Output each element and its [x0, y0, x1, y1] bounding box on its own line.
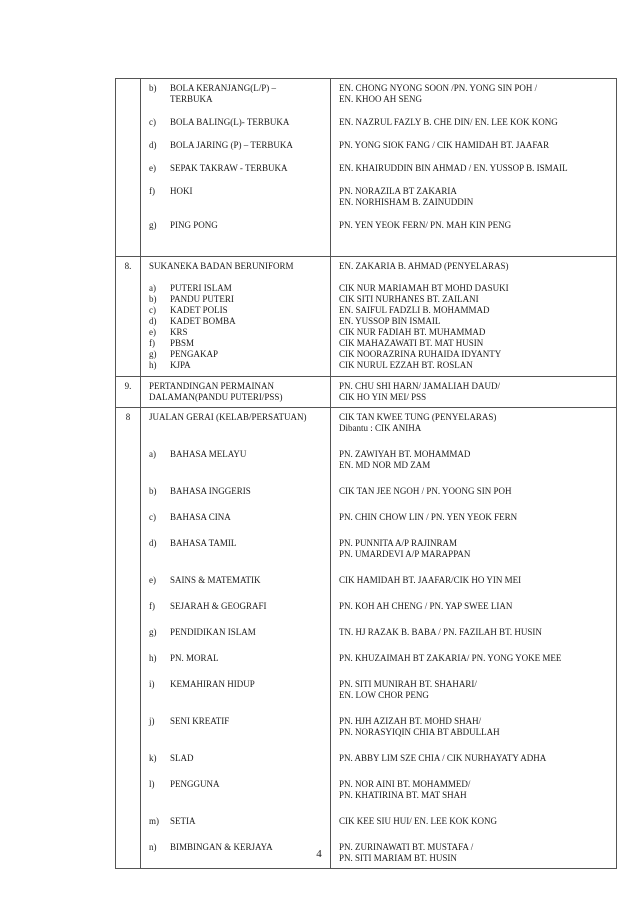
spacer-line: [170, 727, 324, 738]
list-item: [149, 753, 324, 764]
activity-label: [170, 117, 324, 128]
spacer-line: [170, 549, 324, 560]
activity-line: SEJARAH & GEOGRAFI: [170, 601, 267, 611]
teacher-name: PN. UMARDEVI A/P MARAPPAN: [339, 549, 471, 559]
teacher-name: CIK NUR MARIAMAH BT MOHD DASUKI: [339, 283, 509, 293]
activity-label: KJPA: [170, 360, 191, 370]
teacher-name: EN. YUSSOP BIN ISMAIL: [339, 316, 441, 326]
teacher-names: [339, 186, 610, 208]
teacher-name: EN. NORHISHAM B. ZAINUDDIN: [339, 197, 474, 207]
item-letter: f): [149, 186, 155, 196]
item-letter: e): [149, 163, 156, 173]
list-item: [149, 186, 324, 208]
item-letter: a): [149, 283, 156, 293]
item-letter: c): [149, 512, 156, 522]
spacer-line: [149, 423, 324, 434]
item-letter: c): [149, 305, 156, 315]
activity-line: PENDIDIKAN ISLAM: [170, 627, 256, 637]
spacer-line: [170, 460, 324, 471]
activity-line: BOLA BALING(L)- TERBUKA: [170, 117, 290, 127]
item-letter: g): [149, 349, 157, 359]
activity-label: [170, 601, 324, 612]
activity-line: BAHASA CINA: [170, 512, 231, 522]
activity-label: [170, 186, 324, 208]
teacher-name: PN. YONG SIOK FANG / CIK HAMIDAH BT. JAAFAR: [339, 140, 550, 150]
teacher-names: [339, 753, 610, 764]
activity-label: [170, 779, 324, 801]
teacher-names: [339, 449, 610, 471]
section-heading: JUALAN GERAI (KELAB/PERSATUAN): [149, 412, 307, 422]
item-letter: j): [149, 716, 155, 726]
teacher-name: PN. ZAWIYAH BT. MOHAMMAD: [339, 449, 471, 459]
item-letter: d): [149, 538, 157, 548]
list-item: [149, 163, 324, 174]
table-row: [116, 257, 617, 377]
list-item: [149, 327, 324, 338]
teacher-names: [339, 716, 610, 738]
item-letter: e): [149, 327, 156, 337]
activity-label: [170, 449, 324, 471]
activity-line: PERTANDINGAN PERMAINAN: [149, 381, 274, 391]
list-item: [149, 294, 324, 305]
teacher-names: [339, 220, 610, 231]
list-item: [149, 283, 324, 294]
activity-line: DALAMAN(PANDU PUTERI/PSS): [149, 392, 283, 402]
teacher-name: EN. MD NOR MD ZAM: [339, 460, 431, 470]
activity-cell: [141, 79, 331, 257]
activity-line: PN. MORAL: [170, 653, 219, 663]
teacher-names: [339, 601, 610, 612]
teacher-name: EN. KHAIRUDDIN BIN AHMAD / EN. YUSSOP B. ISMAIL: [339, 163, 568, 173]
activity-line: BAHASA MELAYU: [170, 449, 247, 459]
list-item: [149, 316, 324, 327]
list-item: [149, 679, 324, 701]
item-letter: g): [149, 220, 157, 230]
teacher-name: PN. SITI MARIAM BT. HUSIN: [339, 853, 457, 863]
list-item: [149, 538, 324, 560]
activity-label: [170, 83, 324, 105]
list-item: [149, 816, 324, 827]
list-item: [149, 653, 324, 664]
teacher-name: PN. PUNNITA A/P RAJINRAM: [339, 538, 457, 548]
teacher-name: PN. KHUZAIMAH BT ZAKARIA/ PN. YONG YOKE MEE: [339, 653, 562, 663]
teacher-names: [339, 575, 610, 586]
row-number-cell: [116, 79, 141, 257]
activity-line: BOLA KERANJANG(L/P) –: [170, 83, 277, 93]
teacher-cell: [331, 377, 617, 408]
teacher-names: [339, 140, 610, 151]
activity-cell: [141, 377, 331, 408]
list-item: [149, 627, 324, 638]
teacher-name: PN. NORAZILA BT ZAKARIA: [339, 186, 457, 196]
section-heading: SUKANEKA BADAN BERUNIFORM: [149, 261, 294, 271]
teacher-name: EN. SAIFUL FADZLI B. MOHAMMAD: [339, 305, 490, 315]
list-item: [149, 601, 324, 612]
item-letter: a): [149, 449, 156, 459]
teacher-name: PN. SITI MUNIRAH BT. SHAHARI/: [339, 679, 477, 689]
activity-label: [170, 816, 324, 827]
list-item: [149, 140, 324, 151]
activity-label: KADET BOMBA: [170, 316, 236, 326]
list-item: [149, 338, 324, 349]
teacher-name: EN. KHOO AH SENG: [339, 94, 422, 104]
teacher-names: [339, 538, 610, 560]
table-row: [116, 408, 617, 869]
activity-label: PUTERI ISLAM: [170, 283, 232, 293]
item-letter: h): [149, 360, 157, 370]
teacher-names: [339, 679, 610, 701]
activity-cell: [141, 257, 331, 377]
teacher-name: PN. KOH AH CHENG / PN. YAP SWEE LIAN: [339, 601, 513, 611]
teacher-name: CIK SITI NURHANES BT. ZAILANI: [339, 294, 479, 304]
item-letter: n): [149, 842, 157, 852]
activity-label: [170, 575, 324, 586]
item-letter: l): [149, 779, 155, 789]
teacher-name: CIK NUR FADIAH BT. MUHAMMAD: [339, 327, 486, 337]
activity-line: KEMAHIRAN HIDUP: [170, 679, 255, 689]
list-item: [149, 360, 324, 371]
activity-line: SETIA: [170, 816, 196, 826]
list-item: [149, 779, 324, 801]
activity-cell: [141, 408, 331, 869]
row-number-cell: 9.: [116, 377, 141, 408]
spacer-line: [170, 197, 324, 208]
teacher-names: [339, 117, 610, 128]
teacher-name: EN. CHONG NYONG SOON /PN. YONG SIN POH /: [339, 83, 538, 93]
list-item: [149, 486, 324, 497]
coordinator-name: EN. ZAKARIA B. AHMAD (PENYELARAS): [339, 261, 509, 271]
teacher-names: [339, 83, 610, 105]
teacher-names: [339, 163, 610, 174]
activity-label: PANDU PUTERI: [170, 294, 234, 304]
teacher-name: EN. NAZRUL FAZLY B. CHE DIN/ EN. LEE KOK KONG: [339, 117, 558, 127]
activity-line: PENGGUNA: [170, 779, 220, 789]
list-item: [149, 305, 324, 316]
activity-label: [170, 486, 324, 497]
spacer-line: [170, 790, 324, 801]
teacher-name: PN. NOR AINI BT. MOHAMMED/: [339, 779, 471, 789]
activity-line: BOLA JARING (P) – TERBUKA: [170, 140, 293, 150]
list-item: [149, 117, 324, 128]
teacher-name: PN. ABBY LIM SZE CHIA / CIK NURHAYATY ADHA: [339, 753, 547, 763]
activity-label: [170, 538, 324, 560]
teacher-names: [339, 512, 610, 523]
teacher-cell: [331, 408, 617, 869]
teacher-name: CIK HO YIN MEI/ PSS: [339, 392, 427, 402]
teacher-name: CIK HAMIDAH BT. JAAFAR/CIK HO YIN MEI: [339, 575, 522, 585]
spacer-line: [170, 690, 324, 701]
activity-label: [170, 140, 324, 151]
item-letter: h): [149, 653, 157, 663]
teacher-name: PN. CHU SHI HARN/ JAMALIAH DAUD/: [339, 381, 501, 391]
activity-label: [170, 512, 324, 523]
row-number-cell: 8: [116, 408, 141, 869]
list-item: [149, 716, 324, 738]
activity-line: SEPAK TAKRAW - TERBUKA: [170, 163, 288, 173]
activity-line: SLAD: [170, 753, 194, 763]
item-letter: i): [149, 679, 155, 689]
teacher-name: CIK MAHAZAWATI BT. MAT HUSIN: [339, 338, 484, 348]
activity-line: SAINS & MATEMATIK: [170, 575, 261, 585]
activity-line: BIMBINGAN & KERJAYA: [170, 842, 273, 852]
coordinator-name: CIK TAN KWEE TUNG (PENYELARAS): [339, 412, 497, 422]
list-item: [149, 349, 324, 360]
item-letter: g): [149, 627, 157, 637]
item-letter: b): [149, 294, 157, 304]
activity-label: [170, 753, 324, 764]
list-item: [149, 512, 324, 523]
teacher-name: EN. LOW CHOR PENG: [339, 690, 429, 700]
teacher-name: PN. YEN YEOK FERN/ PN. MAH KIN PENG: [339, 220, 512, 230]
item-letter: m): [149, 816, 159, 826]
activity-line: HOKI: [170, 186, 193, 196]
activity-label: [170, 716, 324, 738]
item-letter: f): [149, 338, 155, 348]
activity-label: [170, 653, 324, 664]
item-letter: b): [149, 486, 157, 496]
activity-line: BAHASA INGGERIS: [170, 486, 251, 496]
item-letter: d): [149, 316, 157, 326]
teacher-cell: [331, 79, 617, 257]
activity-label: KRS: [170, 327, 188, 337]
teacher-name: CIK NURUL EZZAH BT. ROSLAN: [339, 360, 473, 370]
activity-label: KADET POLIS: [170, 305, 228, 315]
teacher-names: [339, 627, 610, 638]
teacher-names: [339, 779, 610, 801]
teacher-names: [339, 653, 610, 664]
teacher-names: [339, 816, 610, 827]
coordinator-name: Dibantu : CIK ANIHA: [339, 423, 422, 433]
activity-label: PENGAKAP: [170, 349, 219, 359]
item-letter: k): [149, 753, 157, 763]
item-letter: f): [149, 601, 155, 611]
teacher-cell: [331, 257, 617, 377]
item-letter: b): [149, 83, 157, 93]
list-item: [149, 220, 324, 231]
teacher-name: PN. NORASYIQIN CHIA BT ABDULLAH: [339, 727, 500, 737]
activity-line: TERBUKA: [170, 94, 213, 104]
table-row: [116, 377, 617, 408]
teacher-names: [339, 486, 610, 497]
teacher-name: PN. CHIN CHOW LIN / PN. YEN YEOK FERN: [339, 512, 518, 522]
teacher-name: TN. HJ RAZAK B. BABA / PN. FAZILAH BT. HUSIN: [339, 627, 542, 637]
activity-line: PING PONG: [170, 220, 218, 230]
item-letter: c): [149, 117, 156, 127]
teacher-name: PN. KHATIRINA BT. MAT SHAH: [339, 790, 467, 800]
teacher-name: PN. ZURINAWATI BT. MUSTAFA /: [339, 842, 474, 852]
row-number-cell: 8.: [116, 257, 141, 377]
activity-label: [170, 220, 324, 231]
item-letter: e): [149, 575, 156, 585]
teacher-name: PN. HJH AZIZAH BT. MOHD SHAH/: [339, 716, 482, 726]
activity-line: BAHASA TAMIL: [170, 538, 237, 548]
list-item: [149, 449, 324, 471]
activity-label: [170, 627, 324, 638]
page-number: 4: [316, 848, 322, 860]
table-row: [116, 79, 617, 257]
activity-label: [170, 679, 324, 701]
committee-table: [115, 78, 617, 869]
activity-label: PBSM: [170, 338, 195, 348]
teacher-name: CIK TAN JEE NGOH / PN. YOONG SIN POH: [339, 486, 512, 496]
list-item: [149, 575, 324, 586]
activity-line: SENI KREATIF: [170, 716, 230, 726]
activity-label: [170, 163, 324, 174]
item-letter: d): [149, 140, 157, 150]
list-item: [149, 83, 324, 105]
teacher-name: CIK NOORAZRINA RUHAIDA IDYANTY: [339, 349, 502, 359]
teacher-name: CIK KEE SIU HUI/ EN. LEE KOK KONG: [339, 816, 497, 826]
